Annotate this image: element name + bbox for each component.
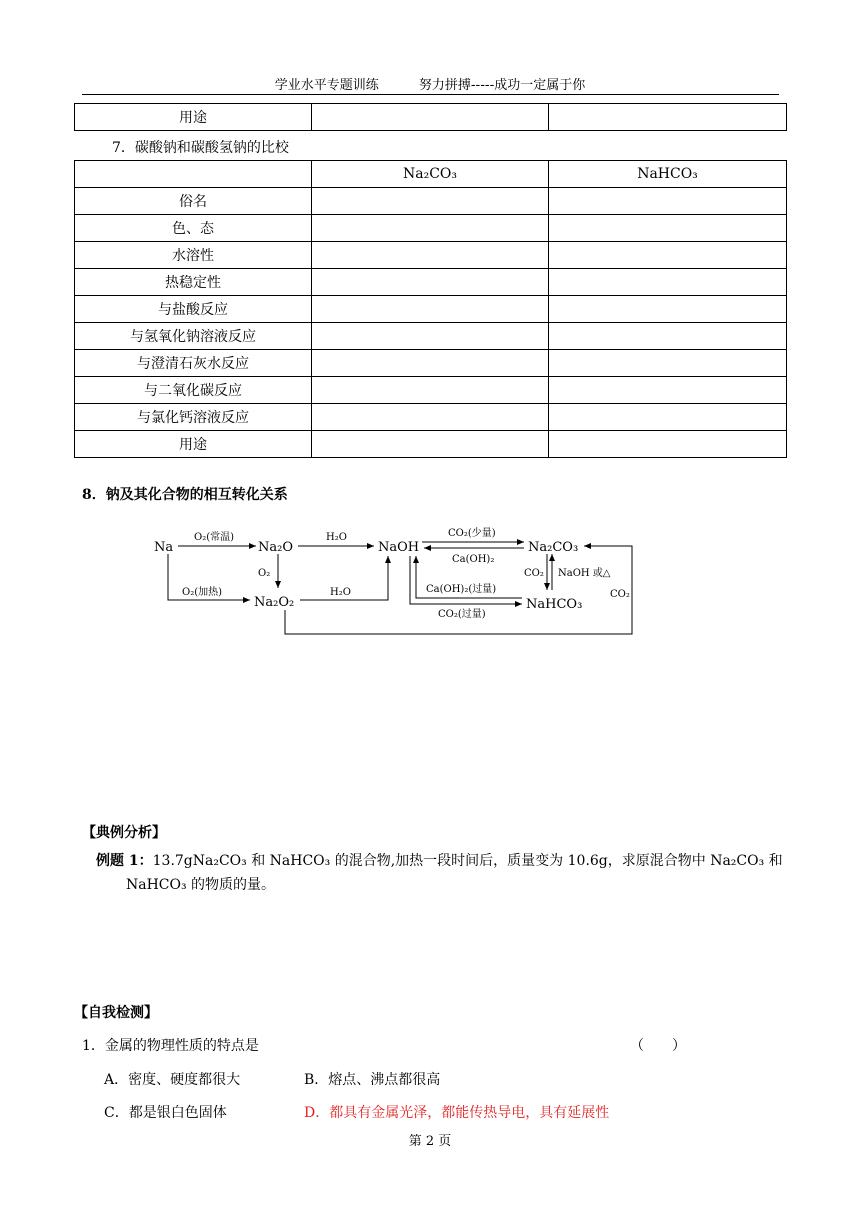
table-cell	[549, 350, 787, 377]
table-cell	[549, 242, 787, 269]
example-line-1: 13.7gNa₂CO₃ 和 NaHCO₃ 的混合物,加热一段时间后，质量变为 10.6g，求原混合物中 Na₂CO₃ 和	[152, 853, 783, 869]
table-row	[75, 377, 787, 404]
page-number: 第 2 页	[408, 1134, 452, 1149]
conversion-diagram	[150, 520, 650, 640]
label-co2-excess: CO₂(过量)	[438, 609, 486, 620]
option-a: A．密度、硬度都很大	[104, 1072, 241, 1088]
row-label: 与氯化钙溶液反应	[75, 404, 312, 431]
table-cell	[549, 188, 787, 215]
table-cell	[312, 215, 549, 242]
row-label: 与澄清石灰水反应	[75, 350, 312, 377]
table-cell	[312, 296, 549, 323]
label-o2: O₂	[258, 568, 271, 579]
label-o2-room: O₂(常温)	[194, 532, 235, 543]
label-caoh2-excess: Ca(OH)₂(过量)	[426, 584, 497, 595]
table-row	[75, 242, 787, 269]
header-cell-na2co3: Na₂CO₃	[312, 161, 549, 188]
label-co2-little: CO₂(少量)	[448, 528, 496, 539]
table-cell	[549, 269, 787, 296]
row-label: 热稳定性	[75, 269, 312, 296]
row-label: 用途	[75, 104, 312, 131]
table-cell	[312, 431, 549, 458]
table-row	[75, 296, 787, 323]
comparison-table	[74, 160, 787, 458]
table-cell	[312, 104, 549, 131]
table-row	[75, 431, 787, 458]
label-na: Na	[154, 540, 174, 555]
label-naoh-or-heat: NaOH 或△	[558, 568, 611, 579]
table-row	[75, 350, 787, 377]
header-cell-empty	[75, 161, 312, 188]
option-b: B．熔点、沸点都很高	[304, 1072, 441, 1088]
table-cell	[312, 269, 549, 296]
table-cell	[549, 215, 787, 242]
page-header	[0, 74, 860, 93]
table-cell	[549, 431, 787, 458]
header-cell-nahco3: NaHCO₃	[549, 161, 787, 188]
label-co2-side: CO₂	[524, 568, 544, 579]
row-label: 俗名	[75, 188, 312, 215]
selfcheck-title: 【自我检测】	[74, 1005, 158, 1021]
table-cell	[312, 404, 549, 431]
label-o2-heat: O₂(加热)	[182, 587, 223, 598]
label-nahco3: NaHCO₃	[526, 597, 583, 612]
row-label: 与二氧化碳反应	[75, 377, 312, 404]
header-left: 学业水平专题训练	[274, 78, 379, 93]
label-na2o2: Na₂O₂	[254, 595, 295, 610]
section-8-title: 8．钠及其化合物的相互转化关系	[82, 487, 288, 503]
header-divider	[82, 94, 779, 95]
row-label: 与盐酸反应	[75, 296, 312, 323]
row-label: 与氢氧化钠溶液反应	[75, 323, 312, 350]
row-label: 色、态	[75, 215, 312, 242]
answer-bracket: （ ）	[630, 1038, 686, 1054]
table-row	[75, 269, 787, 296]
label-na2co3: Na₂CO₃	[528, 540, 579, 555]
table-cell	[549, 323, 787, 350]
example-label: 例题 1：	[96, 853, 153, 869]
table-cell	[312, 377, 549, 404]
header-right: 努力拼搏-----成功一定属于你	[418, 78, 586, 93]
table-cell	[549, 104, 787, 131]
option-d-answer: D．都具有金属光泽，都能传热导电，具有延展性	[304, 1105, 610, 1121]
label-caoh2: Ca(OH)₂	[452, 554, 495, 565]
table-row	[75, 104, 787, 131]
example-line-2: NaHCO₃ 的物质的量。	[126, 877, 276, 893]
table-cell	[312, 242, 549, 269]
row-label: 用途	[75, 431, 312, 458]
table-row	[75, 215, 787, 242]
label-h2o-top: H₂O	[326, 532, 347, 543]
table-cell	[549, 377, 787, 404]
label-naoh: NaOH	[378, 540, 420, 555]
table-row	[75, 404, 787, 431]
section-7-title: 7．碳酸钠和碳酸氢钠的比校	[112, 140, 289, 156]
label-na2o: Na₂O	[258, 540, 293, 555]
table-row	[75, 323, 787, 350]
analysis-title: 【典例分析】	[82, 825, 166, 841]
table-cell	[549, 404, 787, 431]
table-header-row	[75, 161, 787, 188]
example-1	[96, 849, 796, 897]
label-h2o-bottom: H₂O	[330, 587, 351, 598]
option-c: C．都是银白色固体	[104, 1105, 227, 1121]
table-cell	[549, 296, 787, 323]
question-1: 1．金属的物理性质的特点是	[82, 1038, 259, 1054]
table-row	[75, 188, 787, 215]
previous-table-tail	[74, 103, 787, 131]
row-label: 水溶性	[75, 242, 312, 269]
table-cell	[312, 350, 549, 377]
table-cell	[312, 188, 549, 215]
label-co2-right: CO₂	[610, 589, 630, 600]
table-cell	[312, 323, 549, 350]
